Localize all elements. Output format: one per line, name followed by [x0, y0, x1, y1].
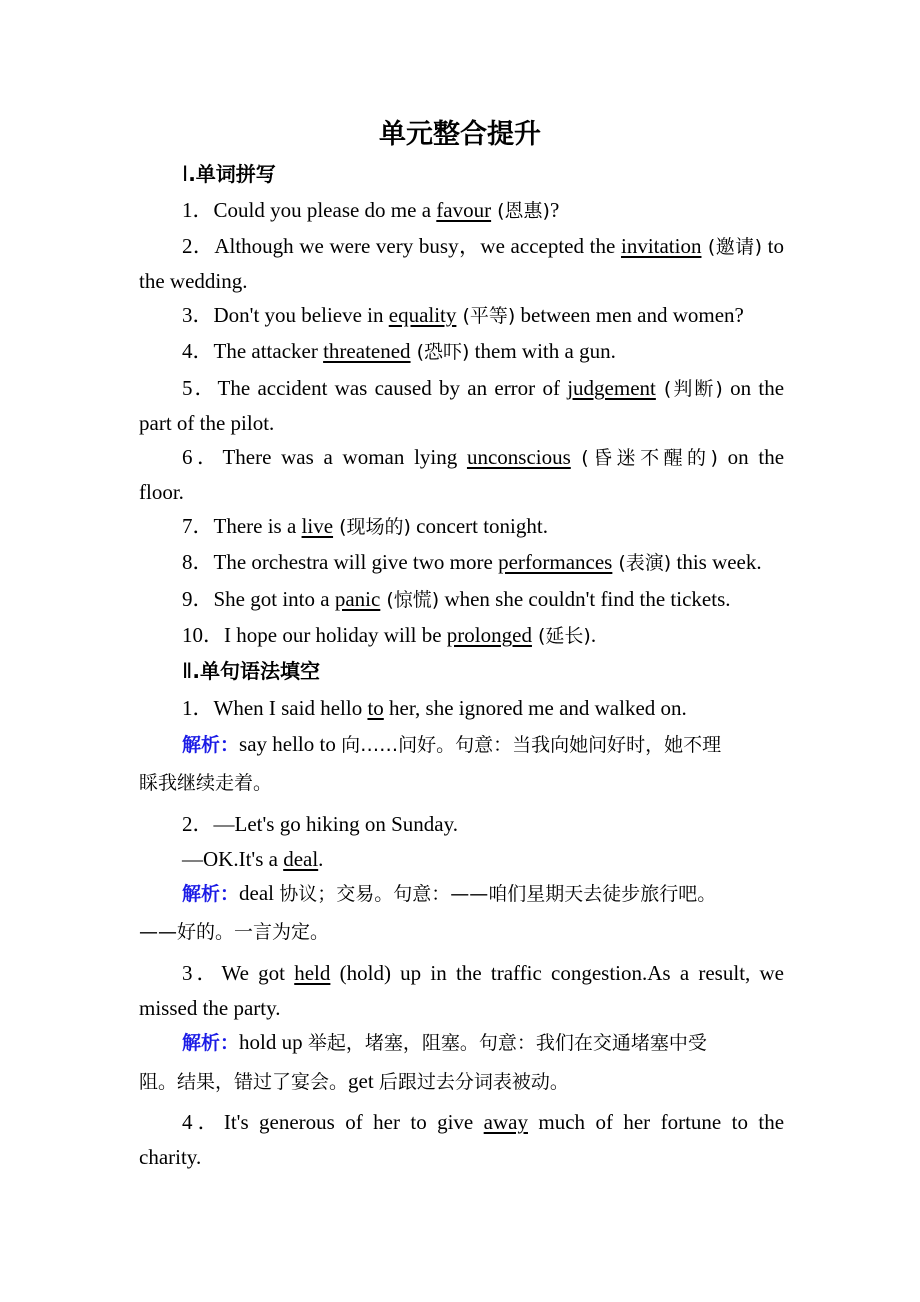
- item-text: (hold) up in the traffic congestion.As a result, we: [330, 961, 784, 985]
- item-text: to: [762, 234, 784, 258]
- explanation-2: [182, 876, 784, 912]
- vocab-item-2-cont: the wedding.: [139, 269, 248, 293]
- explanation-term: hold up: [239, 1030, 308, 1054]
- section-1-title: .单词拼写: [188, 162, 276, 186]
- chinese-hint: (平等): [456, 305, 516, 327]
- item-text: —OK.It's a: [182, 847, 284, 871]
- explanation-label: 解析：: [182, 1032, 240, 1054]
- vocab-item-6: [182, 440, 784, 476]
- item-text: her, she ignored me and walked on.: [383, 696, 687, 720]
- item-number: 2．: [182, 234, 215, 258]
- answer: panic: [334, 587, 381, 611]
- item-number: 8．: [182, 550, 214, 574]
- item-text: She got into a: [213, 587, 335, 611]
- item-text: on the: [717, 445, 785, 469]
- answer: judgement: [567, 376, 656, 400]
- grammar-question-2-reply: [182, 842, 784, 877]
- answer: threatened: [323, 339, 411, 363]
- explanation-term: deal: [239, 881, 280, 905]
- vocab-item-7: [182, 509, 784, 545]
- item-number: 3．: [182, 961, 222, 985]
- item-text: ?: [549, 198, 560, 222]
- item-text: We got: [221, 961, 295, 985]
- item-number: 4．: [182, 1110, 224, 1134]
- item-number: 4．: [182, 339, 214, 363]
- grammar-question-3-cont: missed the party.: [139, 996, 281, 1020]
- answer: held: [294, 961, 331, 985]
- vocab-item-1: [182, 193, 784, 229]
- explanation-1-cont: 睬我继续走着。: [139, 772, 273, 794]
- item-text: this week.: [671, 550, 762, 574]
- item-text: —Let's go hiking on Sunday.: [213, 812, 458, 836]
- answer: unconscious: [466, 445, 571, 469]
- explanation-text: 阻。结果，错过了宴会。: [139, 1071, 349, 1093]
- item-number: 3．: [182, 303, 214, 327]
- item-text: Don't you believe in: [213, 303, 389, 327]
- chinese-hint: (现场的): [333, 516, 411, 538]
- explanation-1: [182, 727, 784, 763]
- answer: prolonged: [446, 623, 532, 647]
- item-text: much of her fortune to the: [527, 1110, 785, 1134]
- item-text: when she couldn't find the tickets.: [439, 587, 731, 611]
- item-text: There was a woman lying: [222, 445, 467, 469]
- explanation-text: 向……问好。句意：当我向她问好时，她不理: [341, 734, 722, 756]
- item-text: When I said hello: [213, 696, 368, 720]
- explanation-text: 协议；交易。句意：——咱们星期天去徒步旅行吧。: [279, 883, 717, 905]
- item-number: 2．: [182, 812, 214, 836]
- section-2-title: .单句语法填空: [192, 659, 320, 683]
- vocab-item-4: [182, 334, 784, 370]
- answer: live: [301, 514, 334, 538]
- vocab-item-3: [182, 298, 784, 334]
- vocab-item-6-cont: floor.: [139, 480, 184, 504]
- item-text: Although we were very busy，we accepted the: [214, 234, 621, 258]
- section-1-roman: Ⅰ: [182, 162, 189, 186]
- item-text: I hope our holiday will be: [224, 623, 447, 647]
- item-text: The accident was caused by an error of: [217, 376, 568, 400]
- page-title: 单元整合提升: [379, 119, 541, 150]
- item-text: It's generous of her to give: [223, 1110, 484, 1134]
- answer: deal: [283, 847, 319, 871]
- item-number: 1．: [182, 696, 214, 720]
- grammar-question-3: [182, 956, 784, 991]
- answer: away: [483, 1110, 528, 1134]
- chinese-hint: (昏迷不醒的): [570, 447, 718, 469]
- answer: favour: [436, 198, 492, 222]
- item-number: 5．: [182, 376, 218, 400]
- chinese-hint: (邀请): [701, 236, 762, 258]
- explanation-term: say hello to: [239, 732, 342, 756]
- answer: performances: [498, 550, 613, 574]
- vocab-item-5-cont: part of the pilot.: [139, 411, 275, 435]
- item-text: The attacker: [213, 339, 324, 363]
- explanation-term: get: [348, 1069, 379, 1093]
- grammar-question-4-cont: charity.: [139, 1145, 202, 1169]
- item-number: 7．: [182, 514, 214, 538]
- chinese-hint: (表演): [612, 552, 672, 574]
- item-number: 10．: [182, 623, 224, 647]
- chinese-hint: (判断): [655, 378, 723, 400]
- item-text: on the: [722, 376, 785, 400]
- grammar-question-4: [182, 1105, 784, 1140]
- grammar-question-2: [182, 807, 784, 842]
- vocab-item-9: [182, 582, 784, 618]
- chinese-hint: (延长): [531, 625, 591, 647]
- section-1-heading: [182, 157, 784, 192]
- explanation-text: 后跟过去分词表被动。: [378, 1071, 569, 1093]
- explanation-text: 举起，堵塞，阻塞。句意：我们在交通堵塞中受: [307, 1032, 707, 1054]
- section-2-roman: Ⅱ: [182, 659, 193, 683]
- chinese-hint: (恐吓): [410, 341, 470, 363]
- vocab-item-10: [182, 618, 784, 654]
- grammar-question-1: [182, 691, 784, 726]
- explanation-label: 解析：: [182, 883, 240, 905]
- answer: to: [367, 696, 384, 720]
- vocab-item-2: [182, 229, 784, 265]
- item-number: 6．: [182, 445, 223, 469]
- chinese-hint: (惊慌): [380, 589, 440, 611]
- item-text: between men and women?: [515, 303, 744, 327]
- item-text: .: [318, 847, 324, 871]
- explanation-3: [182, 1025, 784, 1061]
- section-2-heading: [182, 654, 784, 689]
- explanation-2-cont: ——好的。一言为定。: [139, 921, 330, 943]
- item-text: .: [590, 623, 597, 647]
- vocab-item-5: [182, 371, 784, 407]
- chinese-hint: (恩惠): [491, 200, 550, 222]
- explanation-label: 解析：: [182, 734, 240, 756]
- item-number: 1．: [182, 198, 214, 222]
- item-number: 9．: [182, 587, 214, 611]
- item-text: There is a: [213, 514, 302, 538]
- item-text: Could you please do me a: [213, 198, 437, 222]
- explanation-3-cont: [139, 1064, 784, 1100]
- vocab-item-8: [182, 545, 784, 581]
- item-text: The orchestra will give two more: [213, 550, 499, 574]
- item-text: them with a gun.: [469, 339, 616, 363]
- answer: invitation: [620, 234, 702, 258]
- item-text: concert tonight.: [410, 514, 548, 538]
- answer: equality: [388, 303, 457, 327]
